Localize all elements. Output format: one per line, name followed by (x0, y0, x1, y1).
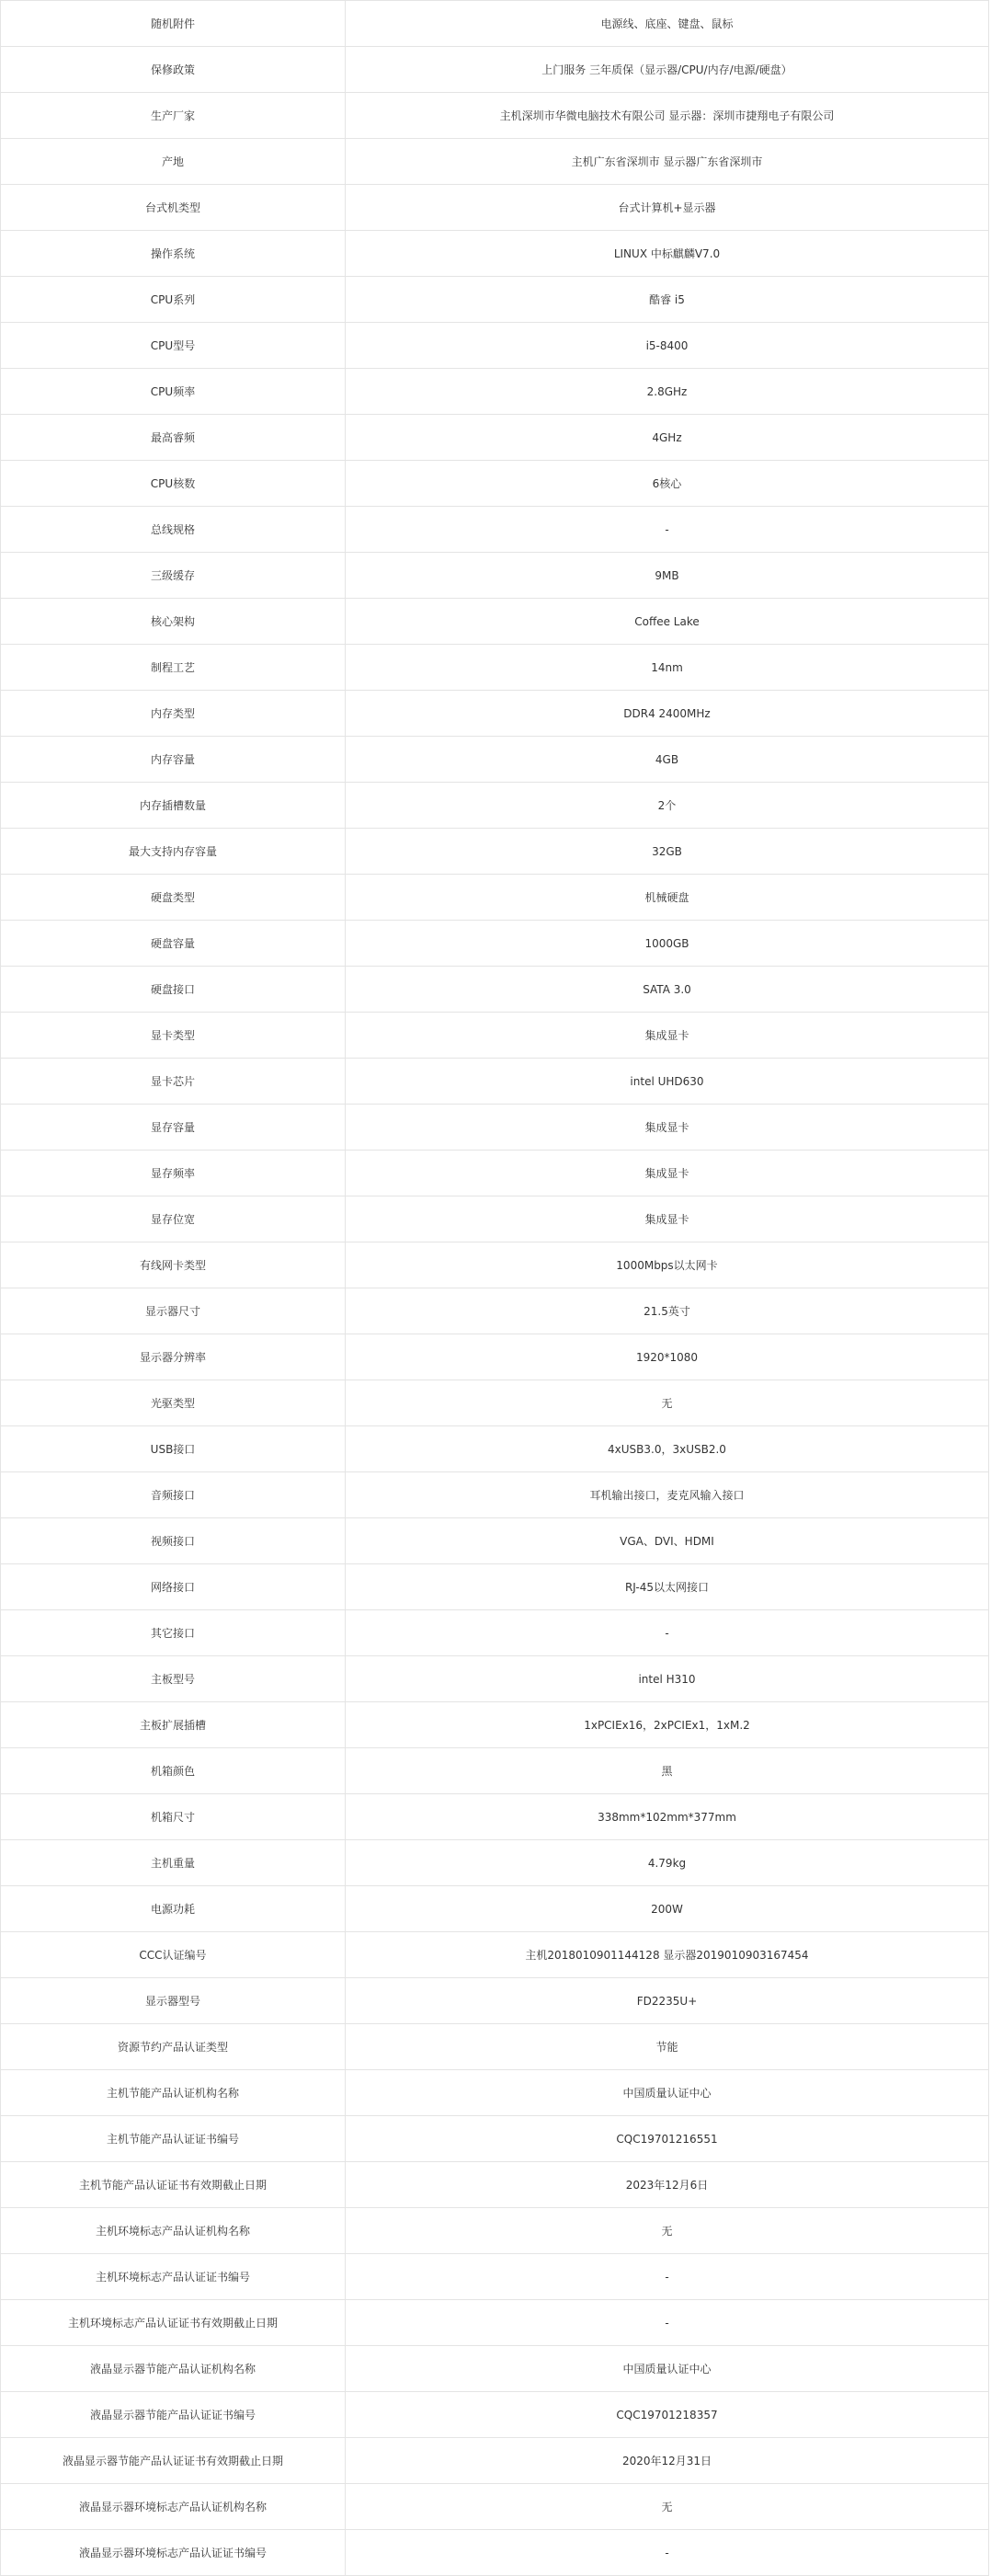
spec-value: 4xUSB3.0，3xUSB2.0 (346, 1426, 989, 1472)
spec-row (1, 1886, 989, 1932)
spec-row (1, 2438, 989, 2484)
spec-label: 液晶显示器环境标志产品认证证书编号 (1, 2530, 346, 2576)
spec-row (1, 645, 989, 691)
spec-row (1, 1196, 989, 1242)
spec-row (1, 599, 989, 645)
spec-label: 最高睿频 (1, 415, 346, 461)
spec-label: 液晶显示器环境标志产品认证机构名称 (1, 2484, 346, 2530)
spec-label: 显示器分辨率 (1, 1334, 346, 1380)
spec-row (1, 967, 989, 1013)
spec-value: 机械硬盘 (346, 875, 989, 921)
spec-label: 总线规格 (1, 507, 346, 553)
spec-row (1, 783, 989, 829)
spec-value: RJ-45以太网接口 (346, 1564, 989, 1610)
spec-row (1, 1151, 989, 1196)
spec-row (1, 2116, 989, 2162)
spec-row (1, 2300, 989, 2346)
spec-value: 主机广东省深圳市 显示器广东省深圳市 (346, 139, 989, 185)
spec-label: 核心架构 (1, 599, 346, 645)
spec-table-body (1, 1, 989, 2576)
spec-value: 1000Mbps以太网卡 (346, 1242, 989, 1288)
spec-row (1, 829, 989, 875)
spec-value: 上门服务 三年质保（显示器/CPU/内存/电源/硬盘） (346, 47, 989, 93)
spec-row (1, 1518, 989, 1564)
spec-value: 中国质量认证中心 (346, 2346, 989, 2392)
spec-row (1, 1105, 989, 1151)
spec-value: 2个 (346, 783, 989, 829)
spec-label: 显存频率 (1, 1151, 346, 1196)
spec-label: 显卡类型 (1, 1013, 346, 1059)
spec-label: 操作系统 (1, 231, 346, 277)
spec-row (1, 2208, 989, 2254)
spec-label: 显示器尺寸 (1, 1288, 346, 1334)
spec-label: CPU型号 (1, 323, 346, 369)
spec-value: 4GB (346, 737, 989, 783)
spec-value: 4.79kg (346, 1840, 989, 1886)
spec-row (1, 1288, 989, 1334)
spec-value: VGA、DVI、HDMI (346, 1518, 989, 1564)
spec-label: 内存容量 (1, 737, 346, 783)
spec-label: 机箱尺寸 (1, 1794, 346, 1840)
spec-row (1, 185, 989, 231)
spec-row (1, 1978, 989, 2024)
spec-row (1, 1656, 989, 1702)
spec-value: 4GHz (346, 415, 989, 461)
spec-value: 200W (346, 1886, 989, 1932)
spec-value: 耳机输出接口，麦克风输入接口 (346, 1472, 989, 1518)
spec-label: 主机重量 (1, 1840, 346, 1886)
spec-row (1, 2254, 989, 2300)
spec-label: 制程工艺 (1, 645, 346, 691)
spec-value: 无 (346, 1380, 989, 1426)
spec-row (1, 921, 989, 967)
spec-label: 内存插槽数量 (1, 783, 346, 829)
spec-value: 集成显卡 (346, 1151, 989, 1196)
spec-row (1, 691, 989, 737)
spec-label: 电源功耗 (1, 1886, 346, 1932)
spec-value: 9MB (346, 553, 989, 599)
spec-row (1, 1242, 989, 1288)
spec-label: 主机节能产品认证证书编号 (1, 2116, 346, 2162)
spec-value: 2.8GHz (346, 369, 989, 415)
spec-label: 显卡芯片 (1, 1059, 346, 1105)
spec-row (1, 875, 989, 921)
spec-value: 酷睿 i5 (346, 277, 989, 323)
spec-label: 网络接口 (1, 1564, 346, 1610)
spec-label: 资源节约产品认证类型 (1, 2024, 346, 2070)
spec-value: 台式计算机+显示器 (346, 185, 989, 231)
spec-label: CCC认证编号 (1, 1932, 346, 1978)
spec-value: CQC19701216551 (346, 2116, 989, 2162)
spec-value: DDR4 2400MHz (346, 691, 989, 737)
spec-row (1, 1, 989, 47)
spec-value: intel UHD630 (346, 1059, 989, 1105)
spec-label: 主机节能产品认证证书有效期截止日期 (1, 2162, 346, 2208)
spec-label: 机箱颜色 (1, 1748, 346, 1794)
spec-row (1, 1564, 989, 1610)
spec-value: 32GB (346, 829, 989, 875)
spec-label: CPU频率 (1, 369, 346, 415)
spec-value: 主机2018010901144128 显示器2019010903167454 (346, 1932, 989, 1978)
spec-value: - (346, 2254, 989, 2300)
spec-value: 集成显卡 (346, 1013, 989, 1059)
spec-value: 电源线、底座、键盘、鼠标 (346, 1, 989, 47)
spec-value: 2020年12月31日 (346, 2438, 989, 2484)
spec-row (1, 553, 989, 599)
spec-row (1, 93, 989, 139)
spec-row (1, 2024, 989, 2070)
spec-value: 无 (346, 2484, 989, 2530)
spec-row (1, 1013, 989, 1059)
spec-row (1, 1932, 989, 1978)
spec-label: 显示器型号 (1, 1978, 346, 2024)
spec-row (1, 1426, 989, 1472)
spec-row (1, 2346, 989, 2392)
spec-label: 液晶显示器节能产品认证机构名称 (1, 2346, 346, 2392)
spec-value: 集成显卡 (346, 1196, 989, 1242)
spec-value: 集成显卡 (346, 1105, 989, 1151)
spec-label: 其它接口 (1, 1610, 346, 1656)
spec-row (1, 1334, 989, 1380)
spec-label: 生产厂家 (1, 93, 346, 139)
spec-row (1, 277, 989, 323)
spec-label: USB接口 (1, 1426, 346, 1472)
spec-row (1, 1702, 989, 1748)
spec-value: 主机深圳市华微电脑技术有限公司 显示器：深圳市捷翔电子有限公司 (346, 93, 989, 139)
spec-label: 随机附件 (1, 1, 346, 47)
spec-row (1, 415, 989, 461)
spec-value: 6核心 (346, 461, 989, 507)
spec-label: 光驱类型 (1, 1380, 346, 1426)
spec-row (1, 369, 989, 415)
spec-label: 液晶显示器节能产品认证证书编号 (1, 2392, 346, 2438)
spec-row (1, 461, 989, 507)
spec-value: Coffee Lake (346, 599, 989, 645)
spec-row (1, 2392, 989, 2438)
spec-value: 无 (346, 2208, 989, 2254)
spec-value: 338mm*102mm*377mm (346, 1794, 989, 1840)
spec-row (1, 1610, 989, 1656)
spec-row (1, 507, 989, 553)
spec-value: 1000GB (346, 921, 989, 967)
spec-value: 1xPCIEx16，2xPCIEx1，1xM.2 (346, 1702, 989, 1748)
spec-label: 视频接口 (1, 1518, 346, 1564)
spec-value: LINUX 中标麒麟V7.0 (346, 231, 989, 277)
spec-row (1, 1794, 989, 1840)
spec-value: 节能 (346, 2024, 989, 2070)
spec-label: 有线网卡类型 (1, 1242, 346, 1288)
spec-value: intel H310 (346, 1656, 989, 1702)
spec-row (1, 1059, 989, 1105)
spec-label: 音频接口 (1, 1472, 346, 1518)
spec-value: - (346, 1610, 989, 1656)
spec-label: CPU核数 (1, 461, 346, 507)
spec-value: i5-8400 (346, 323, 989, 369)
spec-row (1, 231, 989, 277)
spec-label: 最大支持内存容量 (1, 829, 346, 875)
spec-row (1, 47, 989, 93)
spec-row (1, 737, 989, 783)
spec-label: 硬盘容量 (1, 921, 346, 967)
spec-label: 主机环境标志产品认证机构名称 (1, 2208, 346, 2254)
spec-label: 主机节能产品认证机构名称 (1, 2070, 346, 2116)
spec-label: 主机环境标志产品认证证书有效期截止日期 (1, 2300, 346, 2346)
spec-label: 显存容量 (1, 1105, 346, 1151)
spec-row (1, 1840, 989, 1886)
spec-row (1, 323, 989, 369)
spec-row (1, 1380, 989, 1426)
spec-label: 显存位宽 (1, 1196, 346, 1242)
spec-value: FD2235U+ (346, 1978, 989, 2024)
spec-row (1, 2484, 989, 2530)
spec-value: 1920*1080 (346, 1334, 989, 1380)
spec-label: CPU系列 (1, 277, 346, 323)
spec-label: 保修政策 (1, 47, 346, 93)
spec-label: 硬盘接口 (1, 967, 346, 1013)
spec-label: 内存类型 (1, 691, 346, 737)
spec-label: 台式机类型 (1, 185, 346, 231)
spec-value: - (346, 2530, 989, 2576)
spec-row (1, 1472, 989, 1518)
spec-label: 产地 (1, 139, 346, 185)
spec-label: 三级缓存 (1, 553, 346, 599)
spec-label: 主机环境标志产品认证证书编号 (1, 2254, 346, 2300)
spec-row (1, 2162, 989, 2208)
spec-row (1, 2530, 989, 2576)
spec-label: 液晶显示器节能产品认证证书有效期截止日期 (1, 2438, 346, 2484)
spec-label: 主板型号 (1, 1656, 346, 1702)
spec-row (1, 1748, 989, 1794)
spec-value: SATA 3.0 (346, 967, 989, 1013)
spec-value: 2023年12月6日 (346, 2162, 989, 2208)
spec-value: - (346, 2300, 989, 2346)
spec-value: CQC19701218357 (346, 2392, 989, 2438)
spec-value: 21.5英寸 (346, 1288, 989, 1334)
spec-label: 主板扩展插槽 (1, 1702, 346, 1748)
spec-value: 黑 (346, 1748, 989, 1794)
spec-row (1, 2070, 989, 2116)
spec-row (1, 139, 989, 185)
spec-label: 硬盘类型 (1, 875, 346, 921)
spec-value: - (346, 507, 989, 553)
spec-value: 中国质量认证中心 (346, 2070, 989, 2116)
spec-value: 14nm (346, 645, 989, 691)
